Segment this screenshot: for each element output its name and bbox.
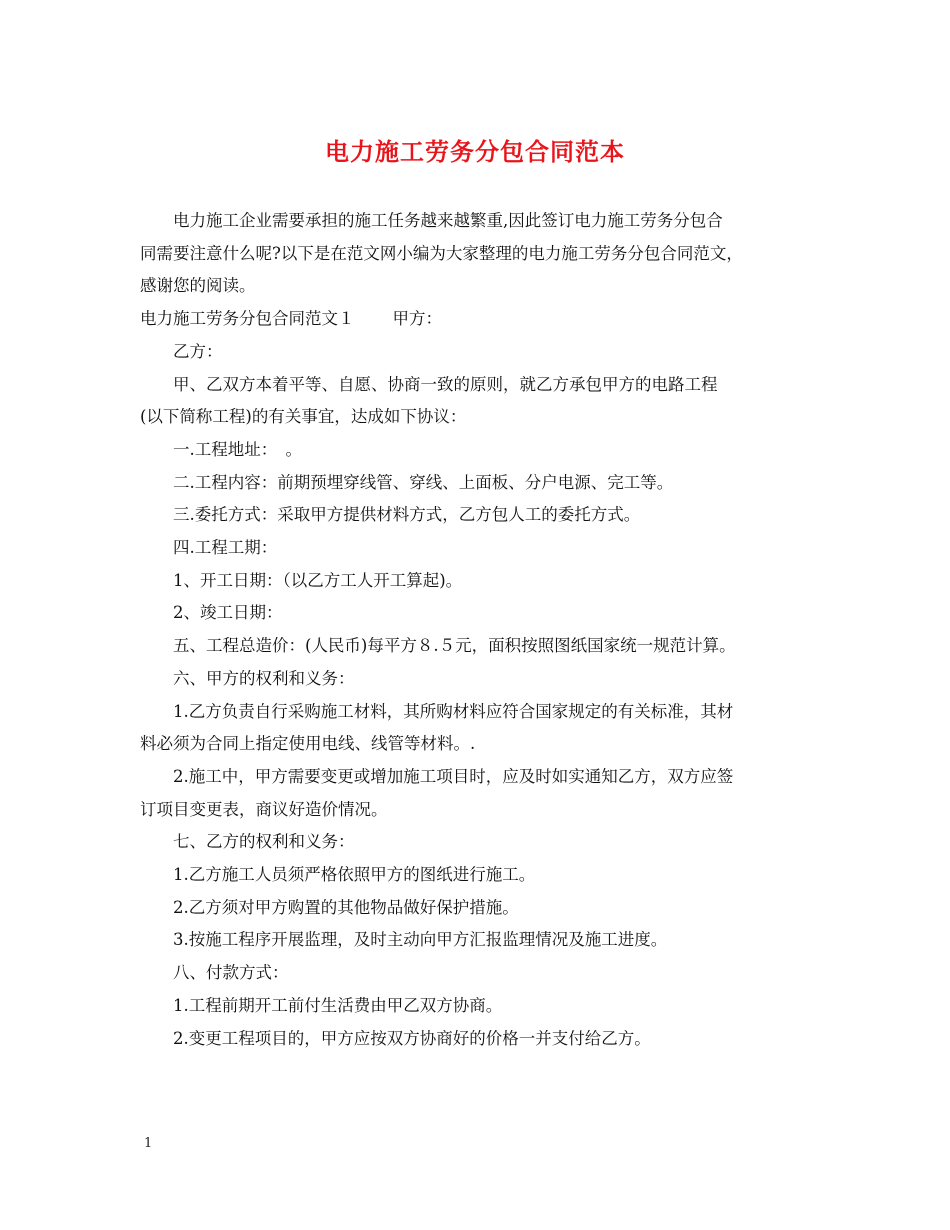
clause-item: 3.按施工程序开展监理，及时主动向甲方汇报监理情况及施工进度。 bbox=[173, 930, 668, 950]
clause-item: 1.乙方施工人员须严格依照甲方的图纸进行施工。 bbox=[173, 865, 536, 885]
page-number: 1 bbox=[144, 1136, 153, 1151]
document-body bbox=[140, 205, 820, 1055]
intro-line: 同需要注意什么呢?以下是在范文网小编为大家整理的电力施工劳务分包合同范文， bbox=[140, 243, 743, 263]
party-b-label: 乙方： bbox=[173, 341, 223, 361]
party-a-label: 甲方： bbox=[392, 309, 442, 329]
clause-item: 八、付款方式： bbox=[173, 963, 289, 983]
document-title: 电力施工劳务分包合同范本 bbox=[325, 137, 625, 166]
a-duty-line: 1.乙方负责自行采购施工材料，其所购材料应符合国家规定的有关标准，其材 bbox=[173, 701, 734, 721]
clause-item: 二.工程内容：前期预埋穿线管、穿线、上面板、分户电源、完工等。 bbox=[173, 472, 674, 492]
clause-item: 2、竣工日期： bbox=[173, 603, 283, 623]
clause-item: 三.委托方式：采取甲方提供材料方式，乙方包人工的委托方式。 bbox=[173, 505, 641, 525]
clause-item: 四.工程工期： bbox=[173, 538, 278, 558]
preamble-line: (以下简称工程)的有关事宜，达成如下协议： bbox=[140, 407, 467, 427]
preamble-line: 甲、乙双方本着平等、自愿、协商一致的原则，就乙方承包甲方的电路工程 bbox=[173, 374, 718, 394]
clause-item: 一.工程地址： 。 bbox=[173, 439, 302, 459]
sample-heading: 电力施工劳务分包合同范文１ bbox=[140, 309, 355, 329]
clause-item: 五、工程总造价：(人民币)每平方８.５元，面积按照图纸国家统一规范计算。 bbox=[173, 636, 736, 656]
sample-heading-line bbox=[140, 303, 820, 336]
clause-item: 2.乙方须对甲方购置的其他物品做好保护措施。 bbox=[173, 897, 519, 917]
a-duty-line: 料必须为合同上指定使用电线、线管等材料。. bbox=[140, 734, 476, 754]
clause-item: 1、开工日期：（以乙方工人开工算起)。 bbox=[173, 570, 463, 590]
clause-item: 1.工程前期开工前付生活费由甲乙双方协商。 bbox=[173, 995, 503, 1015]
a-duty-line: 订项目变更表，商议好造价情况。 bbox=[140, 799, 388, 819]
intro-line: 感谢您的阅读。 bbox=[140, 276, 256, 296]
intro-line: 电力施工企业需要承担的施工任务越来越繁重,因此签订电力施工劳务分包合 bbox=[173, 211, 723, 230]
intro-paragraph bbox=[140, 205, 820, 303]
clause-item: 六、甲方的权利和义务： bbox=[173, 668, 355, 688]
clause-item: 2.变更工程项目的，甲方应按双方协商好的价格一并支付给乙方。 bbox=[173, 1028, 651, 1048]
a-duty-line: 2.施工中，甲方需要变更或增加施工项目时，应及时如实通知乙方，双方应签 bbox=[173, 766, 734, 786]
clause-item: 七、乙方的权利和义务： bbox=[173, 832, 355, 852]
